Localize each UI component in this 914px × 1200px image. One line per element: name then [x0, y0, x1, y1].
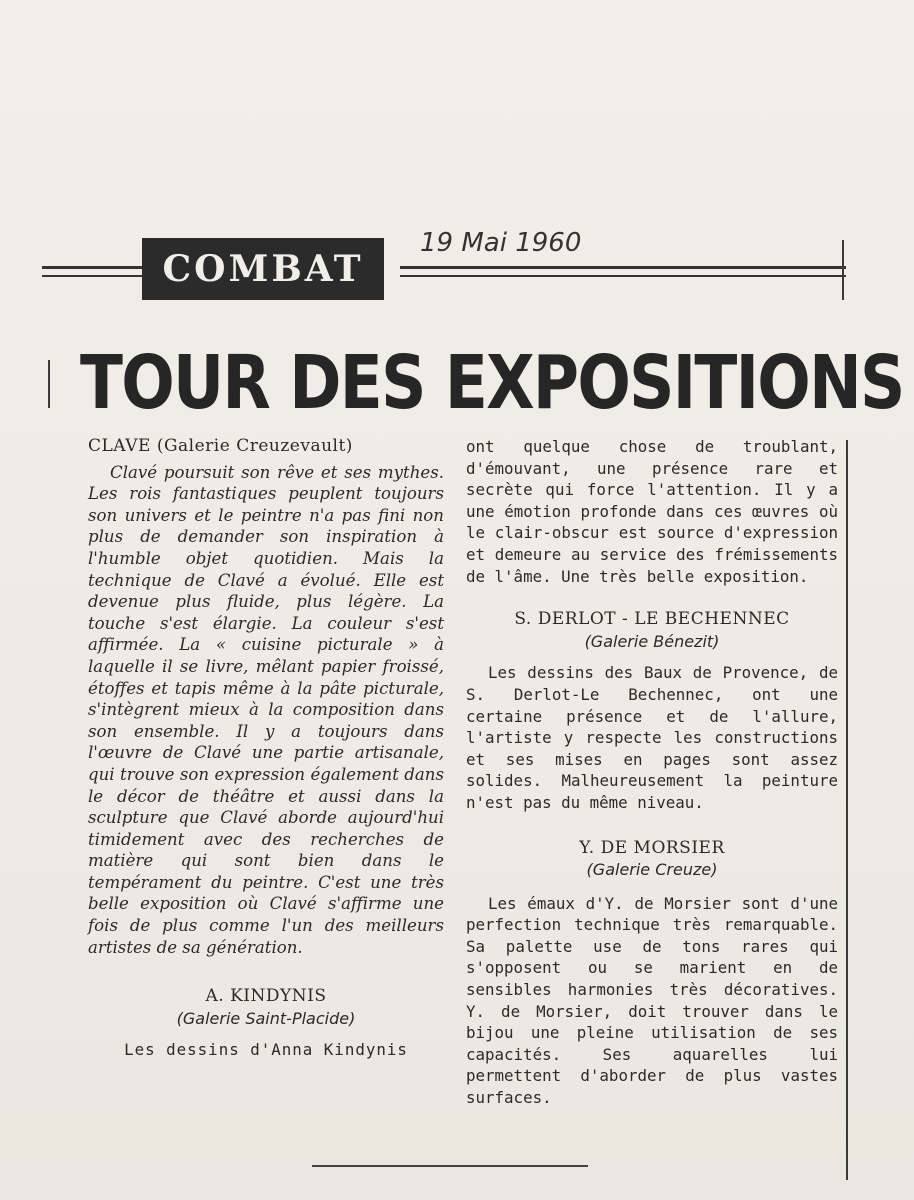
- section-text-kindynis-start: Les dessins d'Anna Kindynis: [124, 1040, 408, 1060]
- handwritten-date: 19 Mai 1960: [420, 228, 582, 258]
- section-text-kindynis-cont: ont quelque chose de troublant, d'émouvant, une présence rare et secrète qui force l'attention. Il y a une émotion profonde dans ces œuvres où le clair-obscur est source d'expression et demeure au service des frémissements de l'âme. Une très belle exposition.: [466, 437, 838, 586]
- section-venue-derlot: (Galerie Bénezit): [584, 631, 720, 651]
- section-text-derlot: Les dessins des Baux de Provence, de S. Derlot-Le Bechennec, ont une certaine présence et de l'allure, l'artiste y respecte les constructions et ses mises en pages sont assez solides. Malheureusement la peinture n'est pas du même niveau.: [466, 663, 838, 812]
- section-text-clave: Clavé poursuit son rêve et ses mythes. Les rois fantastiques peuplent toujours son univers et le peintre n'a pas fini non plus de demander son inspiration à l'humble objet quotidien. Mais la technique de Clavé a évolué. Elle est devenue plus fluide, plus légère. La touche s'est élargie. La couleur s'est affirmée. La « cuisine picturale » à laquelle il se livre, mêlant papier froissé, étoffes et tapis même à la pâte picturale, s'intègrent mieux à la composition dans son ensemble. Il y a toujours dans l'œuvre de Clavé une partie artisanale, qui trouve son expression également dans le décor de théâtre et aussi dans la sculpture que Clavé aborde aujourd'hui timidement avec des recherches de matière qui sont bien dans le tempérament du peintre. C'est une très belle exposition où Clavé s'affirme une fois de plus comme l'un des meilleurs artistes de sa génération.: [88, 462, 444, 957]
- margin-mark-left: [48, 360, 50, 408]
- section-venue-kindynis: (Galerie Saint-Placide): [176, 1008, 356, 1028]
- masthead-rule-left-1: [42, 266, 142, 269]
- margin-mark-right: [842, 240, 844, 300]
- masthead-rule-right-2: [400, 275, 846, 277]
- bottom-rule: [312, 1165, 588, 1167]
- section-title-morsier: Y. DE MORSIER: [579, 837, 725, 858]
- section-title-clave: CLAVE (Galerie Creuzevault): [88, 436, 353, 456]
- newspaper-logo: COMBAT: [142, 238, 384, 300]
- column-edge-right: [846, 440, 848, 1180]
- section-title-derlot: S. DERLOT - LE BECHENNEC: [514, 609, 790, 630]
- masthead-rule-right-1: [400, 266, 846, 269]
- section-title-kindynis: A. KINDYNIS: [205, 986, 327, 1007]
- headline: TOUR DES EXPOSITIONS: [80, 340, 904, 426]
- section-venue-morsier: (Galerie Creuze): [586, 860, 718, 880]
- section-text-morsier: Les émaux d'Y. de Morsier sont d'une perfection technique très remarquable. Sa palette use de tons rares qui s'opposent ou se marient en de sensibles harmonies très décoratives. Y. de Morsier, doit trouver dans le bijou une pleine utilisation de ses capacités. Ses aquarelles lui permettent d'aborder de plus vastes surfaces.: [466, 893, 838, 1108]
- column-right: [466, 436, 838, 1109]
- masthead-rule-left-2: [42, 275, 142, 277]
- column-left: [88, 436, 444, 1061]
